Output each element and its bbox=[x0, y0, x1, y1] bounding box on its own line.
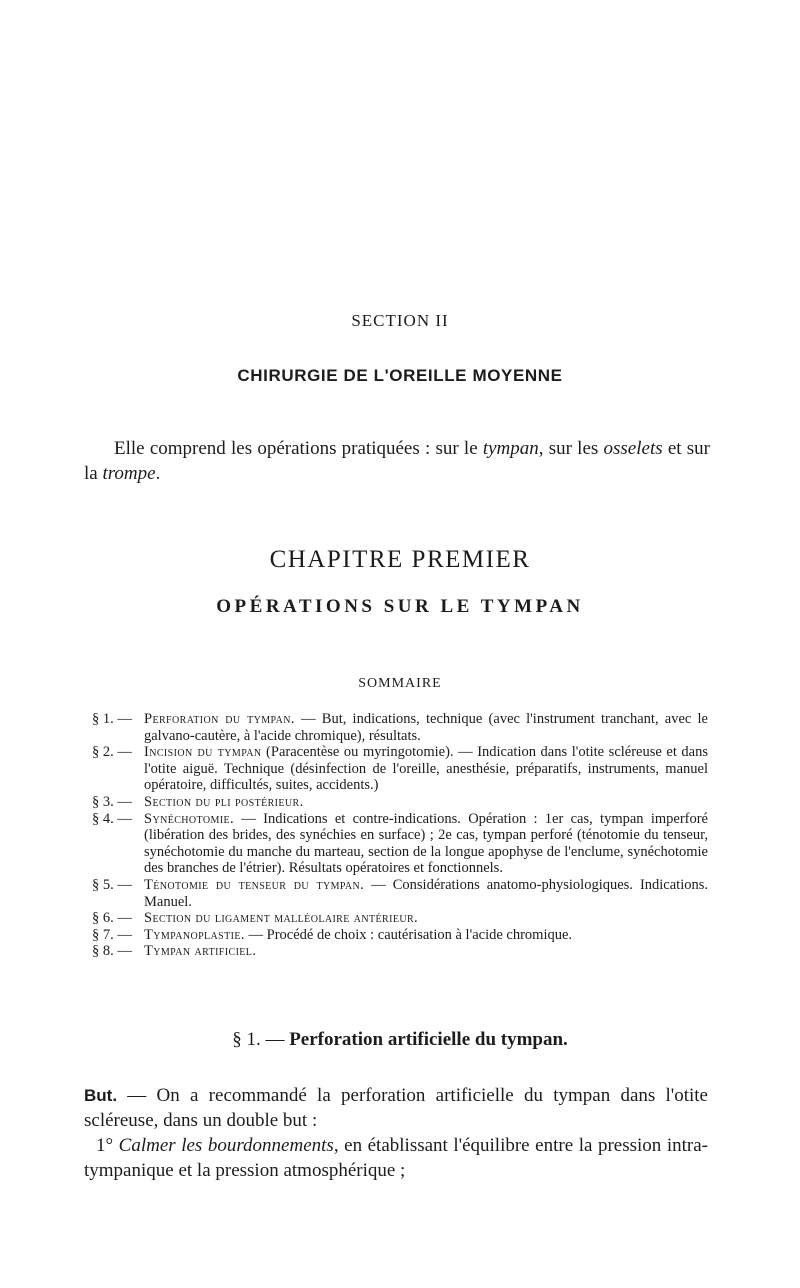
sommaire-item-number: § 5. — bbox=[92, 876, 132, 893]
sommaire-item-text: — Indications et contre-indications. Opération : 1er cas, tympan imperforé (libération des brides, des synéchies en surface) ; 2e cas, tympan perforé (ténotomie du tenseur, synéchotomie du manche du marteau, section de la longue apophyse de l'enclume, synéchotomie des branches de l'étrier). Résultats opératoires et fonctionnels. bbox=[144, 810, 708, 877]
sommaire-item-text: — Procédé de choix : cautérisation à l'acide chromique. bbox=[244, 926, 573, 943]
body-p2-text: , en établissant l'équilibre entre la pression intra-tympanique et la pression atmosphérique ; bbox=[84, 1135, 708, 1181]
sommaire-item-text: (Paracentèse ou myringotomie). — Indication dans l'otite scléreuse et dans l'otite aiguë. Technique (désinfection de l'oreille, anesthésie, préparatifs, instruments, manuel opératoire, difficultés, suites, accidents.) bbox=[144, 744, 708, 794]
sommaire-item-number: § 3. — bbox=[92, 793, 132, 810]
intro-text-1: Elle comprend les opérations pratiquées : sur le bbox=[114, 438, 483, 459]
intro-paragraph bbox=[84, 436, 710, 486]
body-lead: But. bbox=[84, 1086, 118, 1105]
sommaire-item-heading: Perforation du tympan. bbox=[144, 711, 295, 727]
body-p2-number: 1° bbox=[96, 1135, 119, 1156]
paragraph-title: Perforation artificielle du tympan. bbox=[289, 1029, 568, 1050]
sommaire-item-text: — But, indications, technique (avec l'instrument tranchant, avec le galvano-cautère, à l'acide chromique), résultats. bbox=[144, 711, 708, 744]
section-title: CHIRURGIE DE L'OREILLE MOYENNE bbox=[237, 366, 563, 385]
sommaire-item-heading: Ténotomie du tenseur du tympan. bbox=[144, 876, 365, 893]
intro-italic-tympan: tympan bbox=[482, 438, 539, 459]
sommaire-item-heading: Incision du tympan bbox=[144, 744, 262, 761]
sommaire-item bbox=[92, 927, 708, 944]
intro-italic-trompe: trompe bbox=[102, 463, 156, 484]
paragraph-number: § 1. — bbox=[232, 1029, 290, 1050]
sommaire-item bbox=[92, 910, 708, 927]
sommaire-item-heading: Tympanoplastie. bbox=[144, 926, 245, 943]
body-text bbox=[84, 1083, 708, 1183]
sommaire-item-number: § 2. — bbox=[92, 744, 132, 761]
sommaire-item-heading: Tympan artificiel. bbox=[144, 943, 257, 960]
intro-italic-osselets: osselets bbox=[603, 438, 663, 459]
sommaire-item bbox=[92, 711, 708, 744]
sommaire-item-heading: Section du pli postérieur. bbox=[144, 793, 304, 810]
intro-text-2: , sur les bbox=[538, 438, 604, 459]
sommaire-item bbox=[92, 794, 708, 811]
sommaire-list bbox=[92, 711, 708, 960]
sommaire-item bbox=[92, 811, 708, 877]
section-label: SECTION II bbox=[351, 311, 449, 330]
chapter-subtitle: OPÉRATIONS SUR LE TYMPAN bbox=[216, 596, 584, 617]
sommaire-item-number: § 7. — bbox=[92, 926, 132, 943]
sommaire-item bbox=[92, 877, 708, 910]
sommaire-item-number: § 8. — bbox=[92, 943, 132, 960]
body-p1-text: — On a recommandé la perforation artificielle du tympan dans l'otite scléreuse, dans un double but : bbox=[84, 1085, 708, 1131]
sommaire-item-number: § 4. — bbox=[92, 810, 132, 827]
sommaire-item bbox=[92, 744, 708, 794]
intro-text-3: et sur la bbox=[84, 438, 710, 484]
sommaire-label: SOMMAIRE bbox=[358, 676, 442, 691]
sommaire-item-heading: Section du ligament malléolaire antérieur. bbox=[144, 910, 419, 927]
sommaire-item bbox=[92, 943, 708, 960]
sommaire-item-number: § 1. — bbox=[92, 711, 132, 727]
paragraph-heading bbox=[0, 1029, 800, 1051]
body-paragraph-2 bbox=[84, 1133, 708, 1183]
sommaire-item-number: § 6. — bbox=[92, 910, 132, 927]
body-p2-italic: Calmer les bourdonnements bbox=[118, 1135, 334, 1156]
intro-text-4: . bbox=[155, 463, 161, 484]
body-paragraph-1 bbox=[84, 1083, 708, 1133]
chapter-title: CHAPITRE PREMIER bbox=[269, 546, 531, 573]
sommaire-item-text: — Considérations anatomo-physiologiques. Indications. Manuel. bbox=[144, 876, 708, 910]
sommaire-item-heading: Synéchotomie. bbox=[144, 810, 235, 827]
